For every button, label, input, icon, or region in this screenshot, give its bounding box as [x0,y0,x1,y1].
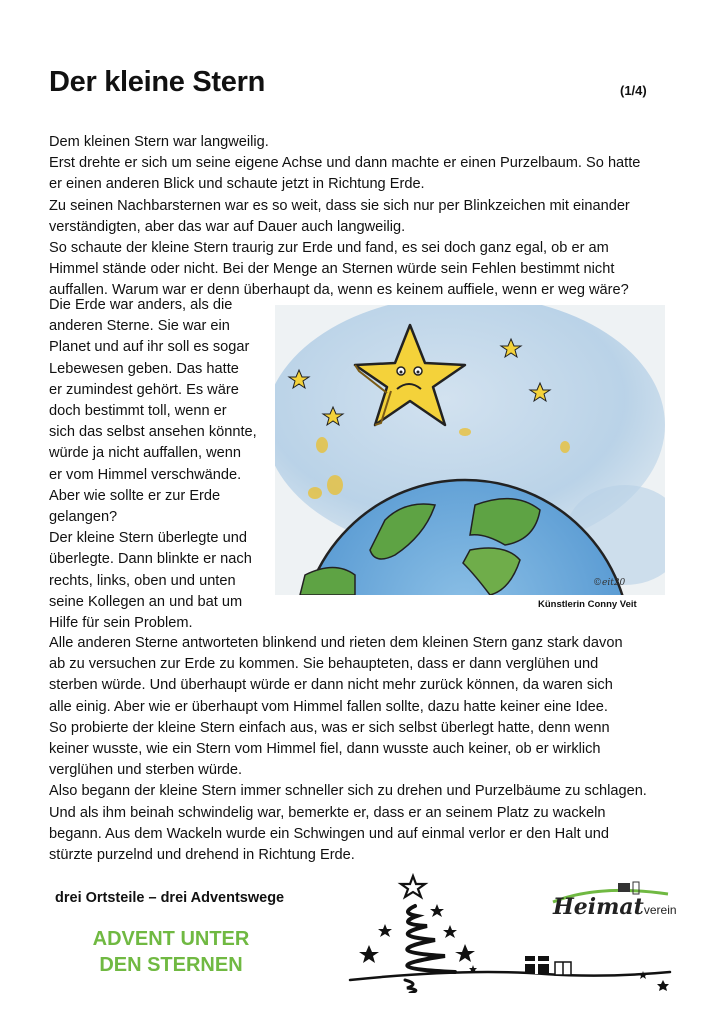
text-line: Erst drehte er sich um seine eigene Achse und dann machte er einen Purzelbaum. So hatte [49,155,641,172]
artist-signature: ©eit20 [593,578,626,588]
text-line: er vom Himmel verschwände. [49,466,242,483]
text-line: Hilfe für sein Problem. [49,615,193,632]
tree-top-star-icon [401,876,425,897]
text-line: keiner wusste, wie ein Stern vom Himmel fiel, dann wusste auch keiner, ob er wirklich [49,741,601,758]
text-line: würde ja nicht auffallen, wenn [49,445,242,462]
footer-subtitle: drei Ortsteile – drei Adventswege [55,890,285,906]
text-line: auffallen. Warum war er denn überhaupt da, wenn es keinem auffiele, wenn er weg wäre? [49,282,629,299]
logo-suffix-text: verein [643,903,677,917]
text-line: überlegte. Dann blinkte er nach [49,551,252,568]
text-line: gelangen? [49,509,118,526]
text-line: Dem kleinen Stern war langweilig. [49,134,269,150]
text-line: Himmel stände oder nicht. Bei der Menge an Sternen würde sein Fehlen bestimmt nicht [49,261,615,278]
text-line: Lebewesen geben. Das hatte [49,360,239,377]
tree-scribble [407,906,455,972]
gift-boxes-icon [525,956,571,975]
text-line: stürzte purzelnd und drehend in Richtung Erde. [49,847,355,864]
artist-credit: Künstlerin Conny Veit [538,599,637,610]
text-line: ab zu versuchen zur Erde zu kommen. Sie behaupteten, dass er dann verglühen und [49,656,599,673]
watercolor-star-earth-image [275,305,665,595]
page-indicator: (1/4) [620,83,647,98]
text-line: anderen Sterne. Sie war ein [49,318,230,335]
text-line: rechts, links, oben und unten [49,572,236,589]
text-line: Und als ihm beinah schwindelig war, bemerkte er, dass er an seinem Platz zu wackeln [49,804,606,821]
text-line: So schaute der kleine Stern traurig zur Erde und fand, es sei doch ganz egal, ob er am [49,240,609,257]
event-title-line: DEN STERNEN [99,954,243,976]
heimatverein-logo [548,880,678,940]
story-intro [49,132,640,302]
story-continuation [49,633,647,866]
text-line: Zu seinen Nachbarsternen war es so weit, dass sie sich nur per Blinkzeichen mit einander [49,197,630,214]
text-line: verständigten, aber das war auf Dauer auch langweilig. [49,218,406,235]
story-side-column [49,295,257,634]
text-line: verglühen und sterben würde. [49,762,243,779]
text-line: Also begann der kleine Stern immer schneller sich zu drehen und Purzelbäume zu schlagen. [49,783,647,800]
text-line: begann. Aus dem Wackeln wurde ein Schwingen und auf einmal verlor er den Halt und [49,825,610,842]
text-line: Planet und auf ihr soll es sogar [49,339,250,356]
event-title [60,926,282,978]
text-line: seine Kollegen an und bat um [49,593,243,610]
text-line: alle einig. Aber wie er überhaupt vom Himmel fallen sollte, dazu hatte keiner eine Idee. [49,698,608,715]
text-line: er zumindest gehört. Es wäre [49,381,239,398]
story-illustration [275,305,665,595]
event-title-line: ADVENT UNTER [92,928,250,950]
logo-main-text: Heimat [553,894,644,920]
text-line: Aber wie sollte er zur Erde [49,487,221,504]
text-line: Der kleine Stern überlegte und [49,530,247,547]
logo-text [553,894,677,920]
text-line: er einen anderen Blick und schaute jetzt in Richtung Erde. [49,176,425,193]
text-line: doch bestimmt toll, wenn er [49,403,227,420]
text-line: sich das selbst ansehen könnte, [49,424,257,441]
text-line: Alle anderen Sterne antworteten blinkend und rieten dem kleinen Stern ganz stark davon [49,635,623,651]
text-line: Die Erde war anders, als die [49,297,233,313]
text-line: sterben würde. Und überhaupt würde er dann nicht mehr zurück können, da waren sich [49,677,613,694]
ground-line [350,972,670,980]
text-line: So probierte der kleine Stern einfach aus, was er sich selbst überlegt hatte, denn wenn [49,719,610,736]
document-title: Der kleine Stern [49,66,266,98]
